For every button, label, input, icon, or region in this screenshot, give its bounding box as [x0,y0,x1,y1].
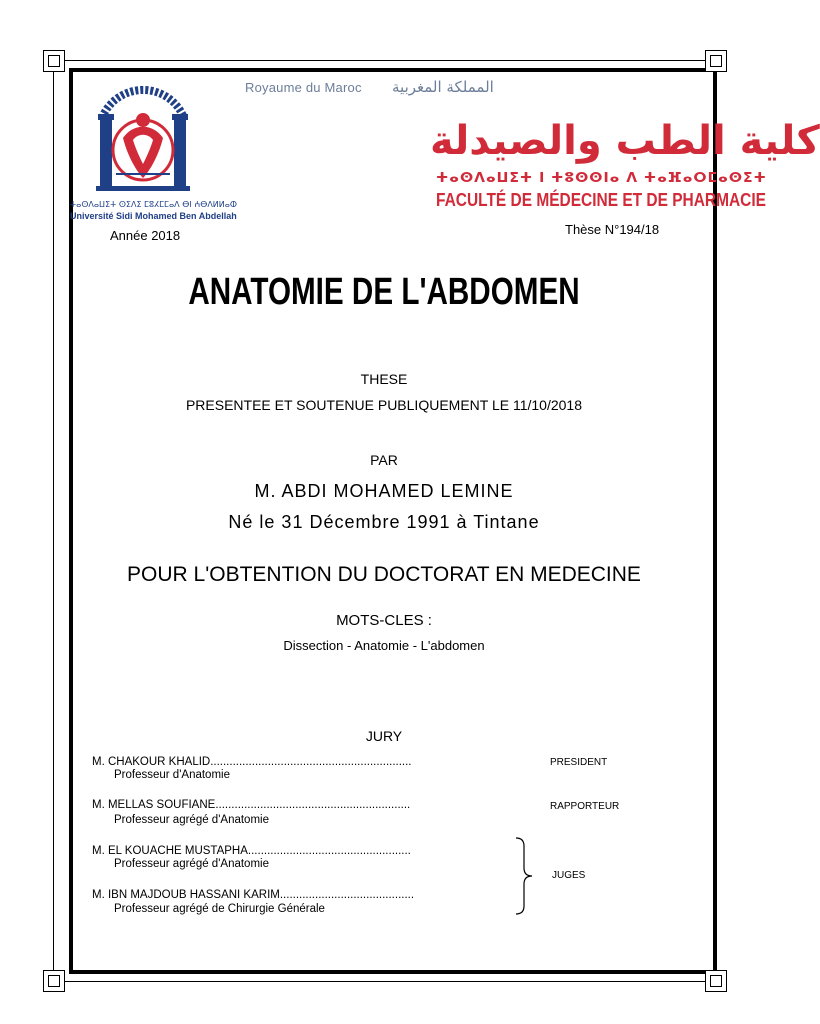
author-name: M. ABDI MOHAMED LEMINE [254,481,514,501]
author-birth-info: Né le 31 Décembre 1991 à Tintane [228,512,540,532]
defense-date-line: PRESENTEE ET SOUTENUE PUBLIQUEMENT LE 11/10/2018 [185,397,583,413]
jury-member-title: Professeur d'Anatomie [114,769,230,781]
jury-heading: JURY [365,728,403,744]
jury-brace [512,836,534,916]
keywords-label: MOTS-CLES : [336,612,432,629]
keywords-list: Dissection - Anatomie - L'abdomen [283,638,485,653]
jury-member-name: M. EL KOUACHE MUSTAPHA................................................... [92,845,411,857]
faculty-name-arabic: كلية الطب والصيدلة [430,118,820,164]
jury-member-name: M. MELLAS SOUFIANE............................................................. [92,799,411,811]
jury-role-rapporteur: RAPPORTEUR [550,801,620,812]
jury-member-title: Professeur agrégé de Chirurgie Générale [114,903,325,915]
faculty-name-tifinagh: ⵜⴰⵙⴷⴰⵡⵉⵜ ⵏ ⵜⵓⵙⵙⵏⴰ ⴷ ⵜⴰⴼⴰⵔⵎⴰⵙⵉⵜ [436,170,767,186]
jury-member-title: Professeur agrégé d'Anatomie [114,814,269,826]
thesis-title: ANATOMIE DE L'ABDOMEN [188,271,580,313]
jury-role-president: PRESIDENT [550,757,608,768]
kingdom-name-french: Royaume du Maroc [245,80,362,95]
kingdom-name-arabic: المملكة المغربية [392,78,494,96]
university-name: Université Sidi Mohamed Ben Abdellah [70,211,237,221]
thesis-label: THESE [360,371,408,387]
jury-member-name: M. IBN MAJDOUB HASSANI KARIM.......................................... [92,889,415,901]
frame-corner-ornament [705,50,727,72]
university-tifinagh-name: ⵜⴰⵙⴷⴰⵡⵉⵜ ⵙⵉⴷⵉ ⵎⵓⵃⵎⵎⴰⴷ ⴱⵏ ⵄⴱⴷⵍⵍⴰⵀ [70,200,238,209]
by-label: PAR [370,452,398,468]
frame-corner-ornament [43,50,65,72]
jury-member-name: M. CHAKOUR KHALID............................................................... [92,756,412,768]
jury-role-judges: JUGES [552,870,586,881]
university-logo [88,78,198,200]
thesis-number: Thèse N°194/18 [565,222,660,237]
thesis-year: Année 2018 [110,228,181,243]
frame-corner-ornament [43,970,65,992]
jury-member-title: Professeur agrégé d'Anatomie [114,858,269,870]
degree-line: POUR L'OBTENTION DU DOCTORAT EN MEDECINE [127,563,641,586]
faculty-name-french: FACULTÉ DE MÉDECINE ET DE PHARMACIE [436,190,766,210]
frame-corner-ornament [705,970,727,992]
